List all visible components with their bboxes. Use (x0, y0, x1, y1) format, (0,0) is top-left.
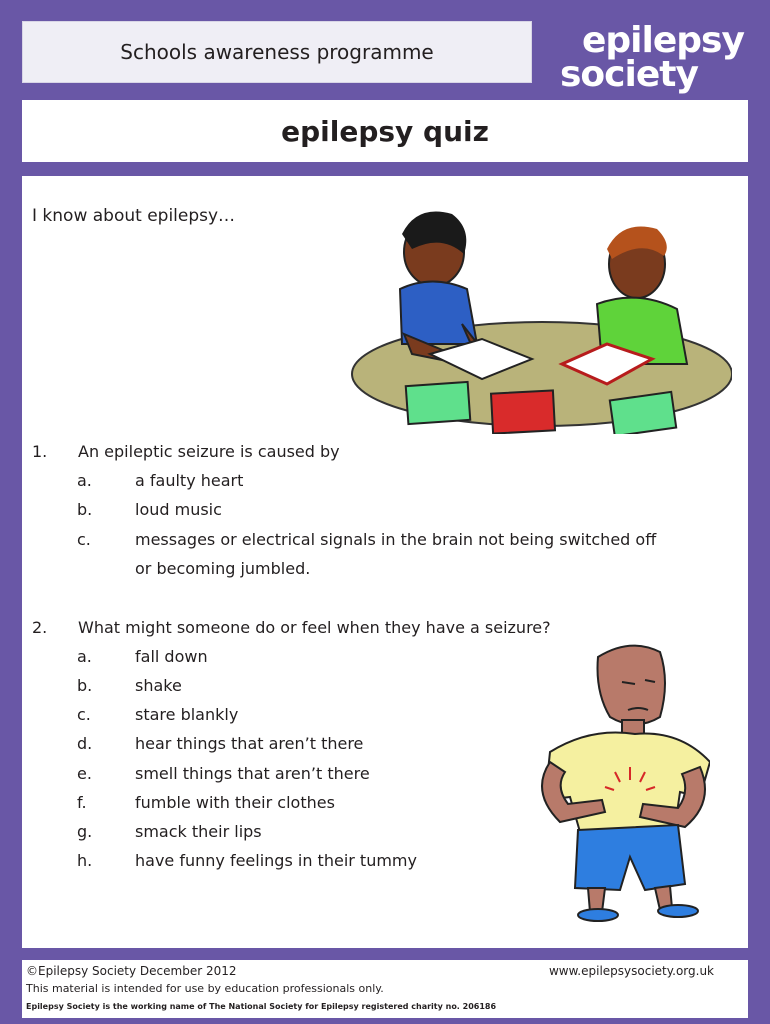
option-letter: a. (77, 471, 92, 490)
programme-banner (22, 21, 532, 83)
footer-audience-note: This material is intended for use by education professionals only. (26, 982, 384, 995)
logo-line-1: epilepsy (582, 20, 744, 61)
page-title: epilepsy quiz (281, 114, 489, 148)
question-number: 2. (32, 618, 48, 637)
option-text: fumble with their clothes (135, 793, 335, 812)
footer-copyright: ©Epilepsy Society December 2012 (26, 964, 237, 978)
option-letter: h. (77, 851, 93, 870)
option-letter: b. (77, 500, 93, 519)
question-number: 1. (32, 442, 48, 461)
option-letter: a. (77, 647, 92, 666)
quiz-panel (22, 176, 748, 948)
option-text: smack their lips (135, 822, 262, 841)
option-letter: e. (77, 764, 92, 783)
children-studying-illustration (342, 194, 732, 434)
option-text: smell things that aren’t there (135, 764, 370, 783)
boy-holding-tummy-illustration (510, 622, 710, 922)
option-letter: d. (77, 734, 93, 753)
intro-text: I know about epilepsy… (32, 206, 236, 226)
option-text: a faulty heart (135, 471, 244, 490)
footer (22, 960, 748, 1018)
option-text-continued: or becoming jumbled. (135, 559, 311, 578)
option-text: loud music (135, 500, 222, 519)
title-banner (22, 100, 748, 162)
epilepsy-society-logo (560, 20, 750, 95)
option-letter: c. (77, 530, 91, 549)
question-text: An epileptic seizure is caused by (78, 442, 340, 461)
programme-label: Schools awareness programme (120, 40, 434, 64)
option-text: messages or electrical signals in the brain not being switched off (135, 530, 657, 549)
option-text: hear things that aren’t there (135, 734, 364, 753)
option-text: shake (135, 676, 182, 695)
option-text: stare blankly (135, 705, 239, 724)
option-text: fall down (135, 647, 208, 666)
logo-line-2: society (560, 54, 698, 95)
option-letter: b. (77, 676, 93, 695)
footer-website-link[interactable]: www.epilepsysociety.org.uk (548, 964, 714, 978)
question-text: What might someone do or feel when they have a seizure? (78, 618, 551, 637)
option-letter: c. (77, 705, 91, 724)
option-letter: g. (77, 822, 93, 841)
option-letter: f. (77, 793, 87, 812)
footer-charity-note: Epilepsy Society is the working name of The National Society for Epilepsy registered charity no. 206186 (26, 1002, 497, 1011)
option-text: have funny feelings in their tummy (135, 851, 417, 870)
